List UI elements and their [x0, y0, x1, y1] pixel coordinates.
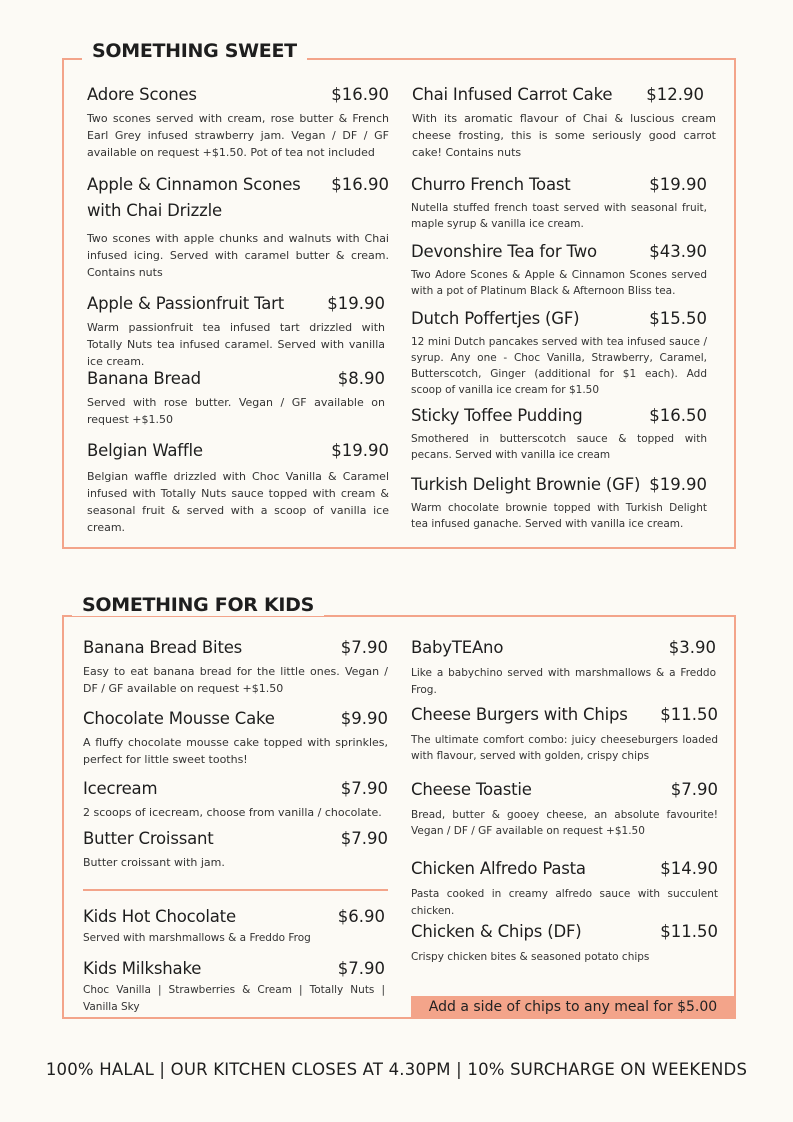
item-price: $3.90 — [668, 638, 716, 657]
item-price: $14.90 — [660, 859, 718, 878]
menu-item — [411, 635, 716, 699]
item-price: $19.90 — [327, 294, 385, 313]
item-name: Banana Bread Bites — [83, 638, 243, 657]
item-name: Chicken & Chips (DF) — [411, 922, 582, 941]
item-description: Smothered in butterscotch sauce & topped with pecans. Served with vanilla ice cream — [411, 433, 707, 461]
item-name: BabyTEAno — [411, 638, 504, 657]
item-description: Served with rose butter. Vegan / GF available on request +$1.50 — [87, 396, 385, 426]
side-chips-banner: Add a side of chips to any meal for $5.00 — [411, 996, 735, 1018]
item-name: Butter Croissant — [83, 829, 214, 848]
item-price: $11.50 — [660, 922, 718, 941]
item-price: $16.90 — [331, 85, 389, 104]
menu-item — [411, 472, 707, 532]
menu-item — [83, 956, 385, 1016]
item-price: $19.90 — [649, 175, 707, 194]
item-name: Chicken Alfredo Pasta — [411, 859, 586, 878]
item-description: Two Adore Scones & Apple & Cinnamon Scones served with a pot of Platinum Black & Afternoon Bliss tea. — [411, 269, 707, 297]
item-name: Apple & Passionfruit Tart — [87, 294, 285, 313]
item-description: 2 scoops of icecream, choose from vanilla / chocolate. — [83, 806, 382, 819]
menu-item — [411, 919, 718, 966]
item-price: $7.90 — [340, 779, 388, 798]
item-description: Nutella stuffed french toast served with seasonal fruit, maple syrup & vanilla ice cream. — [411, 202, 707, 230]
item-name: Kids Hot Chocolate — [83, 907, 236, 926]
item-name: Cheese Burgers with Chips — [411, 705, 628, 724]
menu-item — [411, 239, 707, 299]
menu-item — [411, 777, 718, 839]
item-name: Cheese Toastie — [411, 780, 532, 799]
item-name: Churro French Toast — [411, 175, 571, 194]
item-price: $7.90 — [337, 959, 385, 978]
item-price: $11.50 — [660, 705, 718, 724]
item-name: Dutch Poffertjes (GF) — [411, 309, 580, 328]
menu-item — [87, 438, 389, 536]
item-price: $8.90 — [337, 369, 385, 388]
item-description: A fluffy chocolate mousse cake topped with sprinkles, perfect for little sweet tooths! — [83, 736, 388, 766]
item-price: $7.90 — [340, 829, 388, 848]
item-description: 12 mini Dutch pancakes served with tea infused sauce / syrup. Any one - Choc Vanilla, Strawberry, Caramel, Butterscotch, Ginger (additional for $1 each). Add scoop of vanilla ice cream for $1.50 — [411, 336, 707, 396]
menu-item — [411, 172, 707, 232]
menu-item — [412, 82, 716, 161]
item-price: $6.90 — [337, 907, 385, 926]
menu-item — [83, 826, 388, 871]
item-name: Devonshire Tea for Two — [411, 242, 597, 261]
menu-item — [411, 403, 707, 463]
item-price: $19.90 — [331, 441, 389, 460]
menu-item — [411, 856, 718, 920]
item-name: Banana Bread — [87, 369, 201, 388]
item-description: Pasta cooked in creamy alfredo sauce with succulent chicken. — [411, 888, 718, 917]
menu-item — [83, 635, 388, 697]
kids-title: SOMETHING FOR KIDS — [72, 594, 324, 616]
item-price: $9.90 — [340, 709, 388, 728]
item-description: Crispy chicken bites & seasoned potato chips — [411, 951, 650, 963]
item-description: The ultimate comfort combo: juicy cheeseburgers loaded with flavour, served with golden, crispy chips — [411, 734, 718, 762]
item-price: $16.50 — [649, 406, 707, 425]
item-name: Chocolate Mousse Cake — [83, 709, 275, 728]
section-divider — [83, 889, 388, 891]
item-description: Warm passionfruit tea infused tart drizzled with Totally Nuts tea infused caramel. Served with vanilla ice cream. — [87, 321, 385, 368]
item-name: Belgian Waffle — [87, 441, 203, 460]
item-name: Chai Infused Carrot Cake — [412, 85, 613, 104]
item-price: $16.90 — [331, 175, 389, 194]
item-price: $12.90 — [646, 85, 704, 104]
item-price: $15.50 — [649, 309, 707, 328]
item-description: Served with marshmallows & a Freddo Frog — [83, 932, 311, 944]
menu-item — [411, 702, 718, 764]
item-price: $7.90 — [340, 638, 388, 657]
menu-item — [83, 904, 385, 947]
item-description: Bread, butter & gooey cheese, an absolute favourite! Vegan / DF / GF available on request +$1.50 — [411, 809, 718, 837]
item-description: With its aromatic flavour of Chai & luscious cream cheese frosting, this is some seriously good carrot cake! Contains nuts — [412, 112, 716, 159]
item-description: Warm chocolate brownie topped with Turkish Delight tea infused ganache. Served with vanilla ice cream. — [411, 502, 707, 530]
item-description: Like a babychino served with marshmallows & a Freddo Frog. — [411, 667, 716, 696]
item-price: $19.90 — [649, 475, 707, 494]
item-price: $7.90 — [670, 780, 718, 799]
menu-item — [87, 291, 385, 370]
item-description: Butter croissant with jam. — [83, 856, 225, 869]
menu-item — [411, 306, 707, 398]
item-name: Sticky Toffee Pudding — [411, 406, 583, 425]
item-description: Belgian waffle drizzled with Choc Vanilla & Caramel infused with Totally Nuts sauce topped with cream & seasonal fruit & served with a scoop of vanilla ice cream. — [87, 470, 389, 534]
menu-item — [87, 366, 385, 428]
item-description: Easy to eat banana bread for the little ones. Vegan / DF / GF available on request +$1.50 — [83, 665, 388, 695]
menu-item — [87, 82, 389, 161]
footer-note: 100% HALAL | OUR KITCHEN CLOSES AT 4.30PM | 10% SURCHARGE ON WEEKENDS — [45, 1060, 748, 1079]
item-name: Adore Scones — [87, 85, 197, 104]
menu-item — [83, 776, 388, 821]
item-price: $43.90 — [649, 242, 707, 261]
menu-item — [87, 172, 389, 281]
item-name: Apple & Cinnamon Scones with Chai Drizzle — [87, 175, 301, 220]
item-name: Turkish Delight Brownie (GF) — [411, 475, 641, 494]
sweet-title: SOMETHING SWEET — [82, 40, 307, 62]
item-name: Kids Milkshake — [83, 959, 202, 978]
item-description: Choc Vanilla | Strawberries & Cream | Totally Nuts | Vanilla Sky — [83, 984, 385, 1013]
item-description: Two scones with apple chunks and walnuts with Chai infused icing. Served with caramel butter & cream. Contains nuts — [87, 232, 389, 279]
item-description: Two scones served with cream, rose butter & French Earl Grey infused strawberry jam. Vegan / DF / GF available on request +$1.50. Pot of tea not included — [87, 112, 389, 159]
item-name: Icecream — [83, 779, 158, 798]
menu-item — [83, 706, 388, 768]
